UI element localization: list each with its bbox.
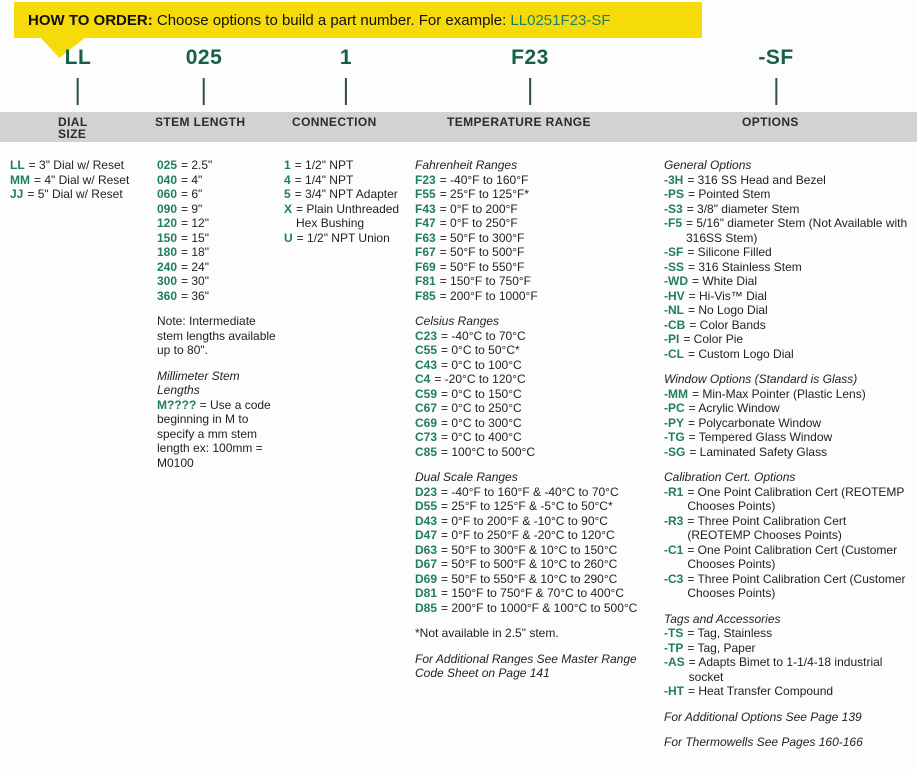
code-description: = One Point Calibration Cert (REOTEMP Chooses Points)	[687, 484, 905, 513]
code-item	[664, 274, 909, 289]
code-item	[415, 586, 663, 601]
code-description: = Custom Logo Dial	[688, 346, 794, 361]
code-label: -CB	[664, 317, 686, 332]
code-label: U	[284, 230, 293, 245]
column-temperature-range	[415, 158, 663, 692]
code-description: = Tag, Stainless	[687, 626, 773, 640]
code-item	[415, 358, 663, 373]
code-description: = 200°F to 1000°F & 100°C to 500°C	[441, 600, 638, 615]
code-item	[664, 684, 909, 699]
code-description: = Three Point Calibration Cert (REOTEMP Chooses Points)	[687, 513, 847, 542]
code-item	[664, 303, 909, 318]
code-item	[10, 187, 148, 202]
code-label: F85	[415, 288, 436, 303]
code-description: = 2.5"	[181, 158, 213, 172]
code-item	[415, 274, 663, 289]
code-item	[664, 289, 909, 304]
code-description: = One Point Calibration Cert (Customer Chooses Points)	[687, 542, 898, 571]
temperature-range-section	[415, 652, 663, 681]
banner-title: HOW TO ORDER:	[28, 11, 153, 29]
code-item	[415, 260, 663, 275]
code-description: = 3/4" NPT Adapter	[294, 187, 398, 201]
code-label: F23	[415, 172, 436, 187]
code-item	[157, 158, 281, 173]
code-item	[664, 626, 909, 641]
header-temperature-range: TEMPERATURE RANGE	[447, 115, 591, 129]
code-description: = 50°F to 550°F	[439, 259, 525, 274]
section-title: Millimeter Stem Lengths	[157, 368, 240, 397]
options-section	[664, 735, 909, 750]
code-description: = 18"	[181, 245, 209, 259]
code-item	[415, 514, 663, 529]
connector-line	[203, 78, 205, 105]
code-item	[415, 387, 663, 402]
code-label: JJ	[10, 187, 24, 201]
connection-section	[284, 158, 410, 245]
code-description: = Color Bands	[689, 317, 766, 332]
section-title: General Options	[664, 158, 752, 172]
code-label: D55	[415, 499, 438, 513]
code-label: F55	[415, 187, 436, 201]
code-label: -AS	[664, 655, 685, 669]
code-item	[415, 329, 663, 344]
code-label: M????	[157, 397, 197, 412]
code-description: = Silicone Filled	[687, 245, 772, 259]
code-item	[157, 289, 281, 304]
code-description: = 316 SS Head and Bezel	[687, 172, 826, 187]
code-item	[415, 216, 663, 231]
code-description: = 150°F to 750°F	[439, 274, 532, 288]
code-description: = Use a code beginning in M to specify a mm stem length ex: 100mm = M0100	[157, 397, 271, 470]
connector-line	[775, 78, 777, 105]
code-label: -CL	[664, 346, 684, 361]
code-item	[664, 187, 909, 202]
code-description: = 50°F to 550°F & 10°C to 290°C	[441, 571, 618, 586]
temperature-range-section	[415, 158, 663, 303]
code-label: 150	[157, 230, 178, 245]
code-label: -SF	[664, 245, 684, 259]
code-item	[664, 655, 909, 684]
code-label: -S3	[664, 201, 683, 216]
code-label: D63	[415, 542, 438, 557]
code-description: = 4"	[181, 172, 203, 187]
code-label: -PC	[664, 401, 685, 415]
code-label: 4	[284, 172, 291, 187]
code-description: = 50°F to 300°F & 10°C to 150°C	[441, 542, 618, 557]
note-text: *Not available in 2.5" stem.	[415, 626, 559, 640]
code-item	[664, 514, 909, 543]
temperature-range-section	[415, 470, 663, 615]
code-label: -C3	[664, 571, 684, 586]
code-item	[415, 445, 663, 460]
code-label: F43	[415, 201, 436, 216]
code-description: = 0°F to 200°F & -10°C to 90°C	[441, 513, 608, 528]
code-item	[664, 543, 909, 572]
code-label: -PI	[664, 332, 680, 346]
options-section	[664, 158, 909, 361]
code-item	[415, 173, 663, 188]
code-description: = 50°F to 500°F	[439, 245, 525, 259]
code-item	[415, 601, 663, 616]
code-label: -R1	[664, 484, 684, 499]
code-item	[664, 416, 909, 431]
code-label: 240	[157, 259, 178, 274]
code-description: = 36"	[181, 288, 209, 303]
column-dial-size	[10, 158, 148, 213]
code-description: = 50°F to 300°F	[439, 230, 525, 245]
how-to-order-banner	[14, 2, 702, 38]
code-label: 040	[157, 172, 178, 187]
code-description: = -40°C to 70°C	[441, 328, 526, 343]
code-description: = 0°C to 150°C	[441, 386, 522, 401]
code-description: = 24"	[181, 259, 209, 274]
code-description: = 316 Stainless Stem	[688, 259, 802, 274]
code-item	[157, 260, 281, 275]
code-description: = -20°C to 120°C	[434, 372, 526, 386]
code-item	[415, 557, 663, 572]
code-label: D43	[415, 513, 438, 528]
code-description: = Tempered Glass Window	[688, 430, 833, 444]
code-description: = 50°F to 500°F & 10°C to 260°C	[441, 557, 618, 571]
code-description: = 25°F to 125°F & -5°C to 50°C*	[441, 499, 613, 513]
code-description: = 150°F to 750°F & 70°C to 400°C	[441, 586, 624, 600]
code-label: 5	[284, 187, 291, 201]
code-description: = 5/16" diameter Stem (Not Available with 316SS Stem)	[686, 216, 908, 245]
code-item	[157, 274, 281, 289]
code-description: = No Logo Dial	[688, 303, 768, 317]
code-label: C59	[415, 386, 438, 401]
code-label: -R3	[664, 513, 684, 528]
header-dial-size: DIAL SIZE	[58, 115, 88, 141]
part-segment-options	[758, 46, 793, 105]
part-segment-temperature	[511, 46, 549, 105]
code-label: F47	[415, 216, 436, 230]
code-description: = White Dial	[692, 274, 758, 288]
stem-length-section	[157, 314, 281, 358]
code-description: = Color Pie	[683, 332, 744, 346]
code-item	[415, 499, 663, 514]
column-connection	[284, 158, 410, 256]
code-label: 180	[157, 245, 178, 259]
code-item	[415, 343, 663, 358]
code-label: MM	[10, 172, 30, 187]
dial-size-section	[10, 158, 148, 202]
note-text: For Additional Options See Page 139	[664, 709, 862, 724]
code-item	[664, 572, 909, 601]
part-segment-connection	[340, 46, 352, 105]
code-label: -NL	[664, 303, 684, 317]
code-label: C43	[415, 357, 438, 372]
note-text: For Additional Ranges See Master Range Code Sheet on Page 141	[415, 651, 637, 680]
code-label: -SG	[664, 444, 686, 459]
code-label: LL	[10, 158, 25, 172]
code-item	[157, 245, 281, 260]
code-item	[284, 202, 410, 231]
code-label: 1	[284, 158, 291, 172]
code-item	[415, 401, 663, 416]
code-item	[415, 416, 663, 431]
note-text: For Thermowells See Pages 160-166	[664, 735, 863, 749]
segment-code: LL	[64, 46, 92, 69]
code-item	[664, 387, 909, 402]
code-item	[157, 398, 281, 471]
code-label: -TP	[664, 640, 684, 655]
code-description: = 200°F to 1000°F	[439, 288, 538, 303]
code-item	[10, 158, 148, 173]
code-item	[415, 245, 663, 260]
code-item	[664, 641, 909, 656]
code-label: C23	[415, 328, 438, 343]
options-section	[664, 612, 909, 699]
segment-code: F23	[511, 46, 549, 69]
banner-text: Choose options to build a part number. For example:	[152, 11, 511, 29]
banner-example-code: LL0251F23-SF	[510, 11, 611, 29]
code-description: = Min-Max Pointer (Plastic Lens)	[692, 386, 866, 401]
connector-line	[529, 78, 531, 105]
code-item	[664, 173, 909, 188]
code-label: 025	[157, 158, 178, 172]
code-description: = -40°F to 160°F & -40°C to 70°C	[441, 484, 619, 499]
note-text: Note: Intermediate stem lengths available up to 80".	[157, 314, 276, 357]
code-label: -3H	[664, 172, 684, 187]
section-title: Dual Scale Ranges	[415, 470, 518, 484]
code-label: -F5	[664, 216, 682, 230]
code-description: = 0°F to 200°F	[439, 201, 518, 216]
code-label: 090	[157, 201, 178, 216]
code-item	[664, 401, 909, 416]
code-item	[284, 231, 410, 246]
code-item	[664, 216, 909, 245]
code-description: = 4" Dial w/ Reset	[34, 172, 130, 187]
code-label: D67	[415, 557, 438, 571]
code-item	[415, 231, 663, 246]
code-item	[415, 202, 663, 217]
options-section	[664, 372, 909, 459]
code-label: F69	[415, 259, 436, 274]
code-label: -TS	[664, 626, 684, 640]
code-description: = 1/2" NPT	[294, 158, 354, 172]
code-description: = 0°C to 50°C*	[441, 343, 520, 357]
code-label: -WD	[664, 274, 688, 288]
code-item	[10, 173, 148, 188]
section-title: Calibration Cert. Options	[664, 470, 796, 484]
code-label: D81	[415, 586, 438, 600]
code-description: = 9"	[181, 201, 203, 216]
code-label: -PY	[664, 415, 685, 430]
stem-length-section	[157, 158, 281, 303]
code-label: -SS	[664, 259, 685, 274]
code-description: = Plain Unthreaded Hex Bushing	[296, 201, 400, 230]
column-stem-length	[157, 158, 281, 481]
segment-code: 1	[339, 46, 353, 69]
connector-line	[77, 78, 79, 105]
code-item	[415, 543, 663, 558]
code-label: C69	[415, 415, 438, 430]
code-label: -TG	[664, 430, 685, 444]
code-item	[284, 187, 410, 202]
code-description: = 0°C to 300°C	[441, 415, 522, 430]
code-description: = 0°C to 100°C	[441, 357, 522, 372]
code-label: X	[284, 201, 293, 216]
code-item	[157, 187, 281, 202]
options-section	[664, 710, 909, 725]
code-label: 360	[157, 288, 178, 303]
code-item	[664, 202, 909, 217]
code-description: = 3/8" diameter Stem	[686, 201, 800, 216]
part-segment-dial	[65, 46, 92, 105]
code-description: = 0°C to 250°C	[441, 401, 522, 415]
code-item	[284, 173, 410, 188]
stem-length-section	[157, 369, 281, 471]
code-description: = 0°C to 400°C	[441, 430, 522, 444]
code-label: F67	[415, 245, 436, 259]
code-item	[415, 485, 663, 500]
code-item	[284, 158, 410, 173]
code-description: = Laminated Safety Glass	[689, 444, 828, 459]
code-label: D85	[415, 600, 438, 615]
code-description: = 100°C to 500°C	[441, 444, 536, 459]
code-label: -MM	[664, 386, 688, 401]
code-label: 120	[157, 216, 178, 230]
code-item	[157, 216, 281, 231]
code-item	[664, 347, 909, 362]
code-description: = 0°F to 250°F	[439, 216, 518, 230]
code-item	[415, 430, 663, 445]
section-title: Celsius Ranges	[415, 314, 500, 328]
code-description: = 6"	[181, 187, 203, 201]
code-description: = Adapts Bimet to 1-1/4-18 industrial socket	[688, 655, 883, 684]
code-description: = 15"	[181, 230, 209, 245]
code-label: F63	[415, 230, 436, 245]
code-item	[664, 245, 909, 260]
connector-line	[345, 78, 347, 105]
header-options: OPTIONS	[742, 115, 799, 129]
code-item	[415, 572, 663, 587]
code-description: = Three Point Calibration Cert (Customer Chooses Points)	[687, 571, 906, 600]
code-label: C4	[415, 372, 431, 386]
code-description: = 1/4" NPT	[294, 172, 354, 187]
code-description: = 30"	[181, 274, 209, 288]
code-description: = Hi-Vis™ Dial	[688, 288, 767, 303]
code-item	[664, 485, 909, 514]
part-segment-stem	[186, 46, 223, 105]
code-item	[664, 260, 909, 275]
segment-code: 025	[185, 46, 223, 69]
code-description: = 5" Dial w/ Reset	[27, 187, 123, 201]
code-item	[664, 430, 909, 445]
code-description: = 1/2" NPT Union	[296, 230, 390, 245]
code-description: = 3" Dial w/ Reset	[28, 158, 124, 172]
code-description: = 0°F to 250°F & -20°C to 120°C	[441, 528, 615, 542]
code-label: D69	[415, 571, 438, 586]
header-connection: CONNECTION	[292, 115, 377, 129]
code-description: = Pointed Stem	[688, 187, 771, 201]
code-description: = -40°F to 160°F	[439, 172, 529, 187]
code-label: 060	[157, 187, 178, 201]
code-label: -HT	[664, 684, 684, 698]
column-header-bar	[0, 112, 917, 142]
code-label: C85	[415, 444, 438, 459]
options-section	[664, 470, 909, 601]
code-label: D47	[415, 528, 438, 542]
section-title: Window Options (Standard is Glass)	[664, 372, 858, 386]
temperature-range-section	[415, 314, 663, 459]
code-label: C55	[415, 343, 438, 357]
code-label: D23	[415, 484, 438, 499]
code-description: = Tag, Paper	[687, 640, 756, 655]
code-description: = 25°F to 125°F*	[439, 187, 530, 201]
code-description: = Polycarbonate Window	[688, 415, 822, 430]
code-item	[415, 289, 663, 304]
section-title: Tags and Accessories	[664, 611, 781, 626]
code-label: -PS	[664, 187, 685, 201]
code-item	[664, 445, 909, 460]
code-label: C73	[415, 430, 438, 444]
code-label: F81	[415, 274, 436, 288]
temperature-range-section	[415, 626, 663, 641]
code-label: -HV	[664, 288, 685, 303]
code-item	[157, 202, 281, 217]
code-item	[664, 332, 909, 347]
column-options	[664, 158, 909, 761]
code-label: C67	[415, 401, 438, 415]
code-description: = 12"	[181, 216, 209, 230]
segment-code: -SF	[758, 46, 794, 69]
code-description: = Heat Transfer Compound	[688, 684, 834, 698]
code-item	[664, 318, 909, 333]
code-label: 300	[157, 274, 178, 288]
code-item	[415, 528, 663, 543]
code-label: -C1	[664, 542, 684, 557]
code-item	[157, 173, 281, 188]
header-stem-length: STEM LENGTH	[155, 115, 246, 129]
code-item	[157, 231, 281, 246]
section-title: Fahrenheit Ranges	[415, 158, 518, 172]
code-item	[415, 372, 663, 387]
code-description: = Acrylic Window	[688, 401, 780, 415]
code-item	[415, 187, 663, 202]
